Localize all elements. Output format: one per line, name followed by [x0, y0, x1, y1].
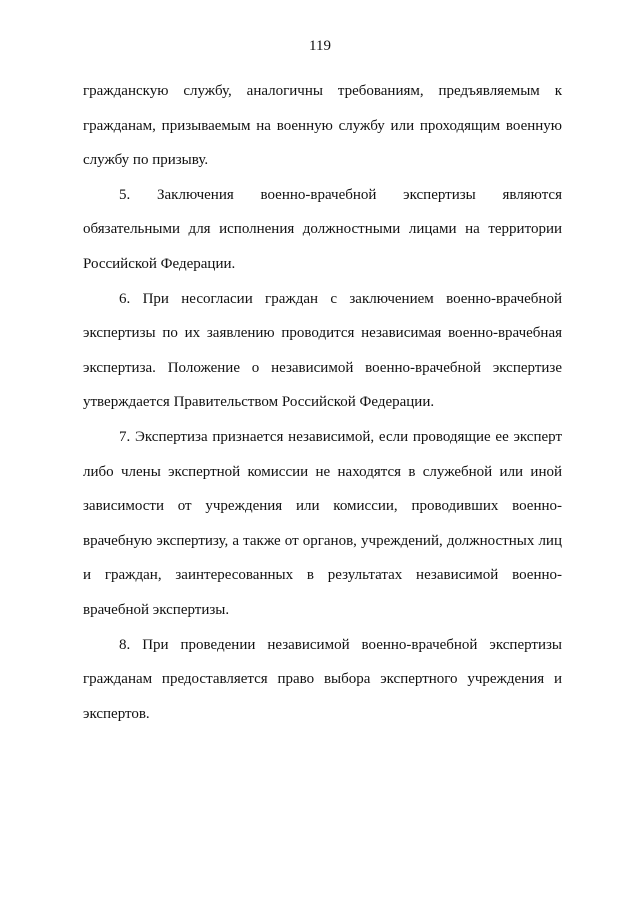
paragraph-continuation: гражданскую службу, аналогичны требованиям, предъявляемым к гражданам, призываемым на военную службу или проходящим военную службу по призыву. — [83, 83, 562, 169]
paragraph-6: 6. При несогласии граждан с заключением военно-врачебной экспертизы по их заявлению проводится независимая военно-врачебная экспертиза. Положение о независимой военно-врачебной экспертизе утверждается Правительством Российской Федерации. — [83, 290, 562, 411]
document-body — [83, 74, 562, 731]
paragraph-5: 5. Заключения военно-врачебной экспертизы являются обязательными для исполнения должностными лицами на территории Российской Федерации. — [83, 186, 562, 272]
page-number: 119 — [309, 38, 331, 54]
paragraph-8: 8. При проведении независимой военно-врачебной экспертизы гражданам предоставляется право выбора экспертного учреждения и экспертов. — [83, 636, 562, 722]
paragraph-7: 7. Экспертиза признается независимой, если проводящие ее эксперт либо члены экспертной комиссии не находятся в служебной или иной зависимости от учреждения или комиссии, проводивших военно-врачебную экспертизу, а также от органов, учреждений, должностных лиц и граждан, заинтересованных в результатах независимой военно-врачебной экспертизы. — [83, 428, 562, 618]
